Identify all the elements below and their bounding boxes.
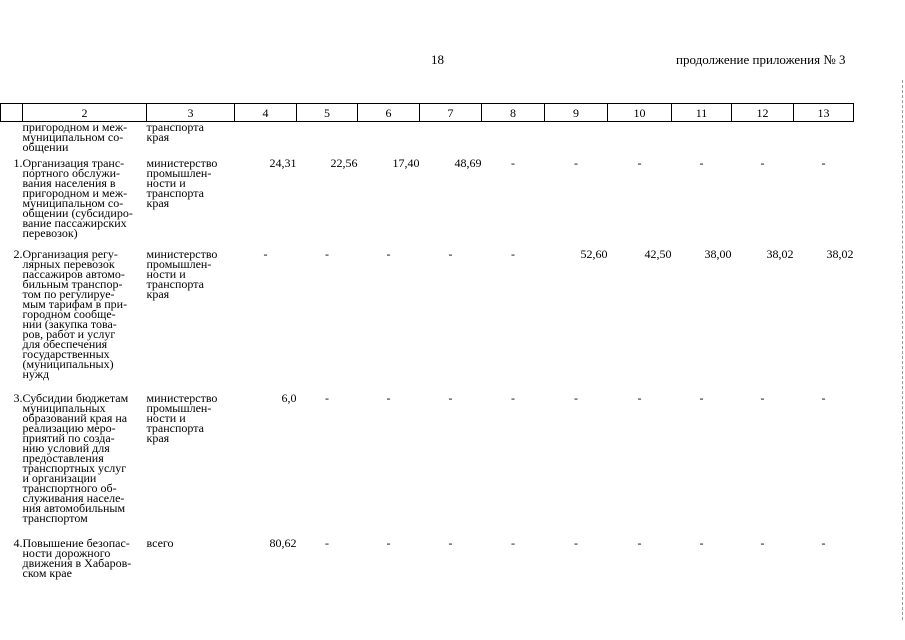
value-cell bbox=[608, 122, 672, 153]
value-cell: - bbox=[699, 391, 704, 405]
value-cell: - bbox=[637, 391, 642, 405]
data-table bbox=[0, 103, 854, 588]
value-cell: - bbox=[821, 391, 826, 405]
column-header: 10 bbox=[608, 104, 672, 122]
column-header: 3 bbox=[147, 104, 235, 122]
executor-cell: транспорта края bbox=[146, 120, 204, 144]
value-cell: 38,02 bbox=[826, 247, 854, 261]
value-cell: - bbox=[574, 391, 578, 405]
value-cell: - bbox=[263, 247, 268, 261]
table-row bbox=[1, 386, 854, 533]
value-cell: - bbox=[386, 247, 391, 261]
table-row bbox=[1, 152, 854, 242]
value-cell bbox=[794, 122, 854, 153]
value-cell: 52,60 bbox=[580, 247, 608, 261]
value-cell bbox=[545, 122, 608, 153]
value-cell: 80,62 bbox=[269, 536, 297, 550]
table-body bbox=[1, 122, 854, 589]
column-header: 8 bbox=[482, 104, 545, 122]
activity-name-cell: Повышение безопас- ности дорожного движения в Хабаров- ском крае bbox=[22, 536, 132, 580]
column-header: 11 bbox=[672, 104, 732, 122]
value-cell: - bbox=[448, 247, 453, 261]
column-header: 4 bbox=[235, 104, 297, 122]
value-cell: - bbox=[386, 536, 391, 550]
column-header: 2 bbox=[23, 104, 147, 122]
table-header bbox=[1, 104, 854, 122]
value-cell: - bbox=[760, 391, 765, 405]
value-cell: 42,50 bbox=[644, 247, 672, 261]
executor-cell: министерство промышлен- ности и транспорта края bbox=[146, 156, 218, 210]
value-cell bbox=[358, 122, 420, 153]
value-cell: - bbox=[325, 536, 329, 550]
value-cell: 38,02 bbox=[766, 247, 794, 261]
executor-cell: министерство промышлен- ности и транспорта края bbox=[146, 391, 218, 445]
column-header: 9 bbox=[545, 104, 608, 122]
value-cell: - bbox=[511, 247, 515, 261]
value-cell: - bbox=[325, 391, 329, 405]
value-cell: - bbox=[511, 536, 515, 550]
value-cell: - bbox=[637, 536, 642, 550]
value-cell: - bbox=[574, 536, 578, 550]
column-header: 13 bbox=[794, 104, 854, 122]
value-cell: 48,69 bbox=[454, 156, 482, 170]
value-cell: - bbox=[699, 156, 704, 170]
page-edge-rule bbox=[902, 80, 903, 620]
page-number: 18 bbox=[431, 52, 444, 67]
column-header bbox=[1, 104, 23, 122]
row-number-cell: 3. bbox=[13, 391, 23, 405]
value-cell bbox=[297, 122, 358, 153]
value-cell: - bbox=[511, 391, 515, 405]
value-cell bbox=[732, 122, 794, 153]
value-cell: - bbox=[574, 156, 578, 170]
executor-cell: министерство промышлен- ности и транспорта края bbox=[146, 247, 218, 301]
value-cell bbox=[235, 122, 297, 153]
value-cell: - bbox=[448, 391, 453, 405]
value-cell: - bbox=[699, 536, 704, 550]
value-cell: - bbox=[637, 156, 642, 170]
row-number-cell: 1. bbox=[13, 156, 23, 170]
value-cell: - bbox=[448, 536, 453, 550]
row-number-cell bbox=[1, 122, 23, 153]
value-cell bbox=[672, 122, 732, 153]
activity-name-cell: пригородном и меж- муниципальном со- общении bbox=[22, 120, 128, 154]
row-number-cell: 2. bbox=[13, 247, 23, 261]
activity-name-cell: Субсидии бюджетам муниципальных образований края на реализацию меро- приятий по созда- нию условий для предоставления транспортных услуг и организации транспортного об- служивания населе- ния автомобильным транспортом bbox=[22, 391, 129, 525]
table-row bbox=[1, 122, 854, 153]
executor-cell: всего bbox=[146, 536, 174, 550]
value-cell: - bbox=[821, 156, 826, 170]
value-cell: 38,00 bbox=[704, 247, 732, 261]
continuation-caption: продолжение приложения № 3 bbox=[676, 52, 846, 67]
column-header: 6 bbox=[358, 104, 420, 122]
value-cell: - bbox=[760, 156, 765, 170]
column-header: 5 bbox=[297, 104, 358, 122]
value-cell: - bbox=[511, 156, 515, 170]
value-cell bbox=[482, 122, 545, 153]
table-row bbox=[1, 242, 854, 386]
row-number-cell: 4. bbox=[13, 536, 23, 550]
activity-name-cell: Организация регу- лярных перевозок пассажиров автомо- бильным транспор- том по регулируе- мым тарифам в при- городном сообще- нии (закупка това- ров, работ и услуг для обеспечения государственных (муниципальных) нужд bbox=[22, 247, 128, 381]
value-cell: - bbox=[386, 391, 391, 405]
value-cell: 22,56 bbox=[330, 156, 358, 170]
value-cell: 17,40 bbox=[392, 156, 420, 170]
column-header: 12 bbox=[732, 104, 794, 122]
value-cell: - bbox=[821, 536, 826, 550]
value-cell bbox=[420, 122, 482, 153]
column-header: 7 bbox=[420, 104, 482, 122]
value-cell: - bbox=[760, 536, 765, 550]
value-cell: 6,0 bbox=[281, 391, 297, 405]
table-row bbox=[1, 533, 854, 588]
activity-name-cell: Организация транс- портного обслужи- вания населения в пригородном и меж- муниципальном со- общении (субсидиро- вание пассажирских перевозок) bbox=[22, 156, 133, 240]
value-cell: - bbox=[325, 247, 329, 261]
value-cell: 24,31 bbox=[269, 156, 297, 170]
